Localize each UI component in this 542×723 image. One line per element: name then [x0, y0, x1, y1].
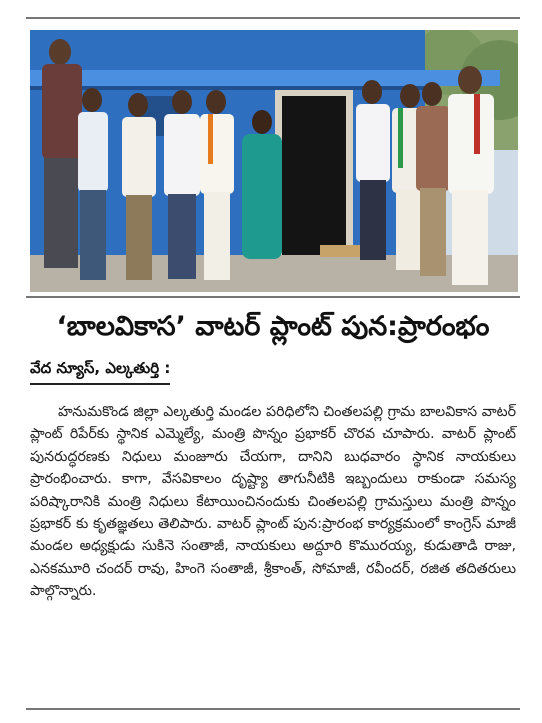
- article-body: హనుమకొండ జిల్లా ఎల్కతుర్తి మండల పరిధిలోని చింతలపల్లి గ్రామ బాలవికాస వాటర్ ప్లాంట్ రిపేర్‌కు స్థానిక ఎమ్మెల్యే, మంత్రి పొన్నం ప్రభాకర్ చొరవ చూపారు. వాటర్ ప్లాంట్ పునరుద్ధరణకు నిధులు మంజూరు చేయగా, దానిని బుధవారం స్థానిక నాయకులు ప్రారంభించారు. కాగా, వేసవికాలం దృష్ట్యా తాగునీటికి ఇబ్బందులు రాకుండా సమస్య పరిష్కారానికి మంత్రి నిధులు కేటాయించినందుకు చింతలపల్లి గ్రామస్తులు మంత్రి పొన్నం ప్రభాకర్ కు కృతజ్ఞతలు తెలిపారు. వాటర్ ప్లాంట్ పున:ప్రారంభ కార్యక్రమంలో కాంగ్రెస్ మాజీ మండల అధ్యక్షుడు సుకినె సంతాజీ, నాయకులు అద్దూరి కొమురయ్య, కుడుతాడి రాజు, ఎనకమూరి చందర్ రావు, హింగె సంతాజీ, శ్రీకాంత్, సోమాజీ, రవీందర్, రజిత తదితరులు పాల్గొన్నారు.: [30, 404, 516, 600]
- photo-divider: [26, 296, 520, 298]
- news-photo: [30, 30, 518, 292]
- top-divider: [26, 17, 520, 19]
- byline: వేద న్యూస్, ఎల్కతుర్తి :: [30, 359, 170, 385]
- bottom-divider: [26, 708, 520, 710]
- headline: ‘బాలవికాస’ వాటర్ ప్లాంట్ పున:ప్రారంభం: [56, 311, 490, 342]
